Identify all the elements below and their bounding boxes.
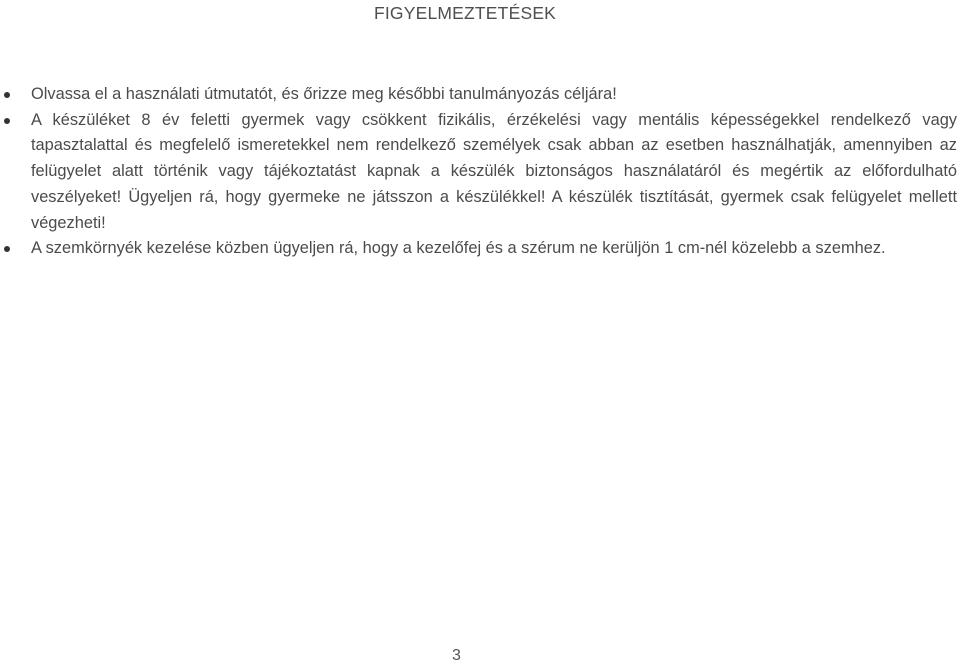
warning-text: Olvassa el a használati útmutatót, és őrizze meg későbbi tanulmányozás céljára! (31, 85, 617, 103)
page-title: FIGYELMEZTETÉSEK (373, 3, 557, 23)
warning-item (0, 236, 959, 262)
warning-text: A szemkörnyék kezelése közben ügyeljen rá, hogy a kezelőfej és a szérum ne kerüljön 1 cm-nél közelebb a szemhez. (31, 239, 886, 258)
bullet-icon (4, 92, 10, 98)
page-number: 3 (452, 647, 461, 664)
warning-item (0, 108, 959, 237)
bullet-icon (4, 246, 10, 252)
bullet-icon (4, 118, 10, 124)
warning-item (0, 82, 959, 108)
warning-list (0, 82, 959, 262)
warning-text: A készüléket 8 év feletti gyermek vagy csökkent fizikális, érzékelési vagy mentális képességekkel rendelkező vagy tapasztalattal és megfelelő ismeretekkel nem rendelkező személyek csak abban az esetben használhatják, amennyiben az felügyelet alatt történik vagy tájékoztatást kapnak a készülék biztonságos használatáról és megértik az előfordulható veszélyeket! Ügyeljen rá, hogy gyermeke ne játsszon a készülékkel! A készülék tisztítását, gyermek csak felügyelet mellett végezheti! (31, 110, 957, 232)
